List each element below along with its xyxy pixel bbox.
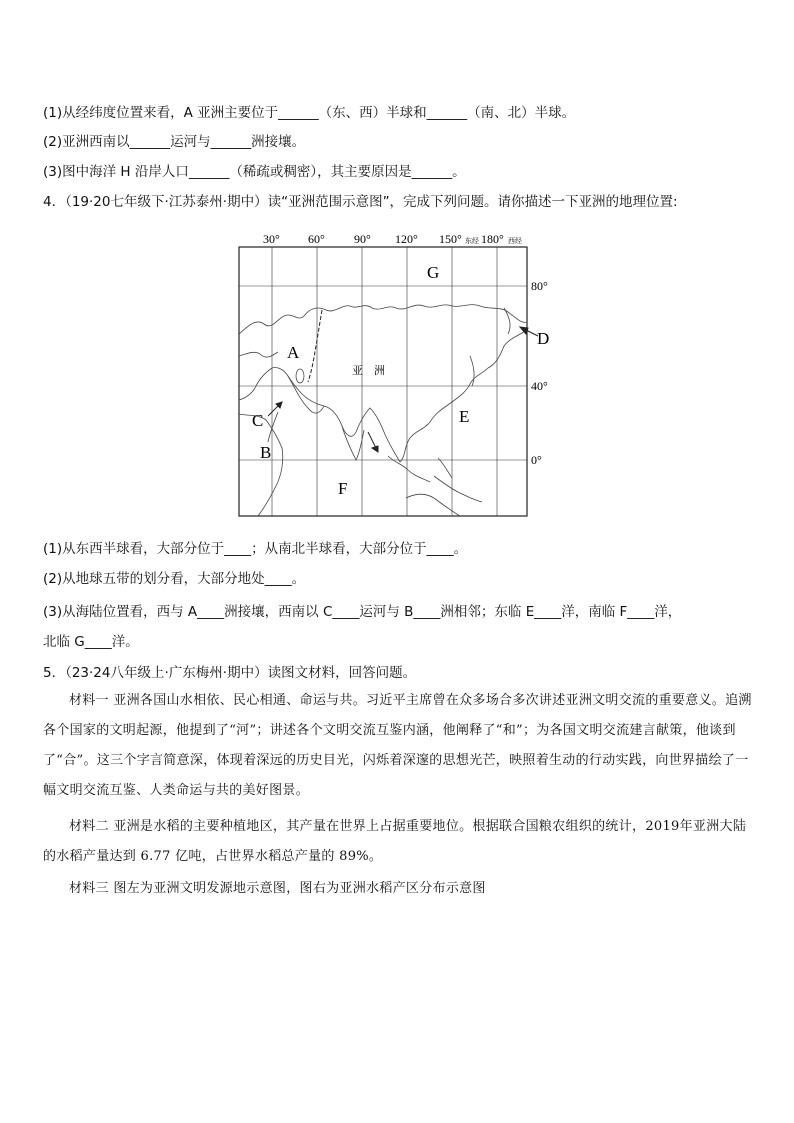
graticule — [239, 247, 527, 516]
lon-label-90: 90° — [354, 232, 371, 246]
lon-label-180: 180° — [481, 232, 504, 246]
label-f: F — [338, 479, 348, 498]
q3-sub3: (3)图中海洋 H 沿岸人口______（稀疏或稠密），其主要原因是______。 — [43, 164, 466, 180]
label-d: D — [537, 329, 550, 348]
q5-stem: 5．（23·24八年级上·广东梅州·期中）读图文材料，回答问题。 — [43, 665, 417, 681]
q4-sub3a: (3)从海陆位置看，西与 A____洲接壤，西南以 C____运河与 B____洲相邻；东临 E____洋，南临 F____洋， — [43, 604, 682, 620]
label-c: C — [252, 411, 264, 430]
lat-label-0: 0° — [531, 453, 542, 467]
lon-label-30: 30° — [263, 232, 280, 246]
europe-asia-boundary — [308, 310, 322, 382]
q4-sub1: (1)从东西半球看，大部分位于____；从南北半球看，大部分位于____。 — [43, 541, 468, 557]
arrow-d-head — [520, 327, 528, 334]
q4-sub3b: 北临 G____洋。 — [43, 634, 139, 650]
label-b: B — [260, 443, 272, 462]
lat-label-80: 80° — [531, 279, 548, 293]
label-g: G — [427, 263, 440, 282]
west-longitude-note: 西经 — [508, 237, 522, 245]
q3-sub1: (1)从经纬度位置来看，A 亚洲主要位于______（东、西）半球和______（南、北）半球。 — [43, 105, 576, 121]
lon-label-120: 120° — [395, 232, 418, 246]
q4-stem: 4．（19·20七年级下·江苏泰州·期中）读“亚洲范围示意图”，完成下列问题。请你描述一下亚洲的地理位置: — [43, 194, 678, 210]
label-e: E — [459, 407, 470, 426]
q4-sub2: (2)从地球五带的划分看，大部分地处____。 — [43, 571, 306, 587]
label-a: A — [287, 343, 300, 362]
lon-label-60: 60° — [308, 232, 325, 246]
asia-map — [238, 226, 556, 518]
lat-label-40: 40° — [531, 379, 548, 393]
q5-material2: 材料二 亚洲是水稻的主要种植地区，其产量在世界上占据重要地位。根据联合国粮农组织的统计，2019年亚洲大陆的水稻产量达到 6.77 亿吨，占世界水稻总产量的 89%。 — [43, 819, 747, 864]
lon-label-150: 150° — [439, 232, 462, 246]
q5-material1: 材料一 亚洲各国山水相依、民心相通、命运与共。习近平主席曾在众多场合多次讲述亚洲文明交流的重要意义。追溯各个国家的文明起源，他提到了“河”；讲述各个文明交流互鉴内涵，他阐释了“和”；为各国文明交流建言献策，他谈到了“合”。这三个字言简意深，体现着深远的历史目光，闪烁着深邃的思想光芒，映照着生动的行动实践，向世界描绘了一幅文明交流互鉴、人类命运与共的美好图景。 — [43, 693, 752, 798]
q3-sub2: (2)亚洲西南以______运河与______洲接壤。 — [43, 134, 306, 150]
label-asia: 亚 洲 — [352, 364, 385, 377]
east-longitude-note: 东经 — [465, 237, 479, 245]
q5-material3: 材料三 图左为亚洲文明发源地示意图，图右为亚洲水稻产区分布示意图 — [69, 881, 486, 896]
map-frame — [239, 247, 527, 516]
asia-map-figure — [238, 226, 556, 518]
coastlines — [239, 305, 527, 516]
arrow-strait-head — [372, 446, 378, 452]
